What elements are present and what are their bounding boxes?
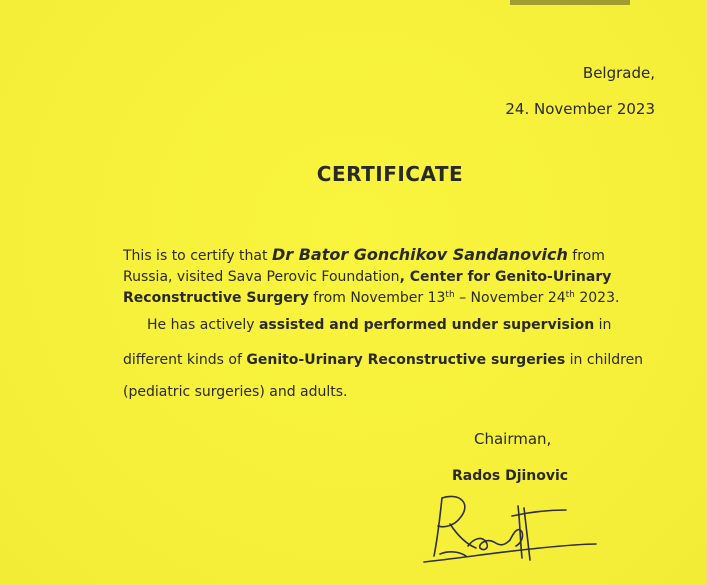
date-line: 24. November 2023	[505, 100, 655, 118]
ordinal-suffix-2: th	[565, 290, 575, 300]
comma-text: ,	[399, 269, 410, 285]
signatory-title: Chairman,	[474, 430, 552, 448]
intro-text: This is to certify that	[123, 248, 272, 264]
surgery-text-c: in children	[565, 352, 644, 368]
top-edge-mark	[510, 0, 630, 5]
center-name: Center for Genito-Urinary Reconstructive Surgery	[123, 269, 612, 306]
date-range-mid: – November 24	[454, 290, 566, 306]
signatory-name: Rados Djinovic	[452, 468, 569, 484]
date-range-end: 2023.	[574, 290, 620, 306]
ordinal-suffix-1: th	[445, 290, 455, 300]
place-line: Belgrade,	[582, 64, 655, 82]
date-range-start: from November 13	[308, 290, 446, 306]
activity-text-c: in	[594, 317, 612, 333]
surgery-text-a: different kinds of	[123, 352, 247, 368]
activity-line-1	[147, 317, 611, 333]
signature-icon	[420, 486, 610, 566]
surgery-highlight: Genito-Urinary Reconstructive surgeries	[246, 352, 566, 368]
document-title: CERTIFICATE	[316, 162, 464, 186]
certification-paragraph	[123, 244, 643, 309]
activity-text-a: He has actively	[147, 317, 259, 333]
activity-line-2	[123, 352, 643, 368]
activity-line-3: (pediatric surgeries) and adults.	[123, 384, 348, 400]
origin-text: from Russia, visited Sava Perovic Foundation	[123, 248, 605, 285]
activity-highlight: assisted and performed under supervision	[258, 317, 595, 333]
recipient-name: Dr Bator Gonchikov Sandanovich	[271, 245, 568, 264]
